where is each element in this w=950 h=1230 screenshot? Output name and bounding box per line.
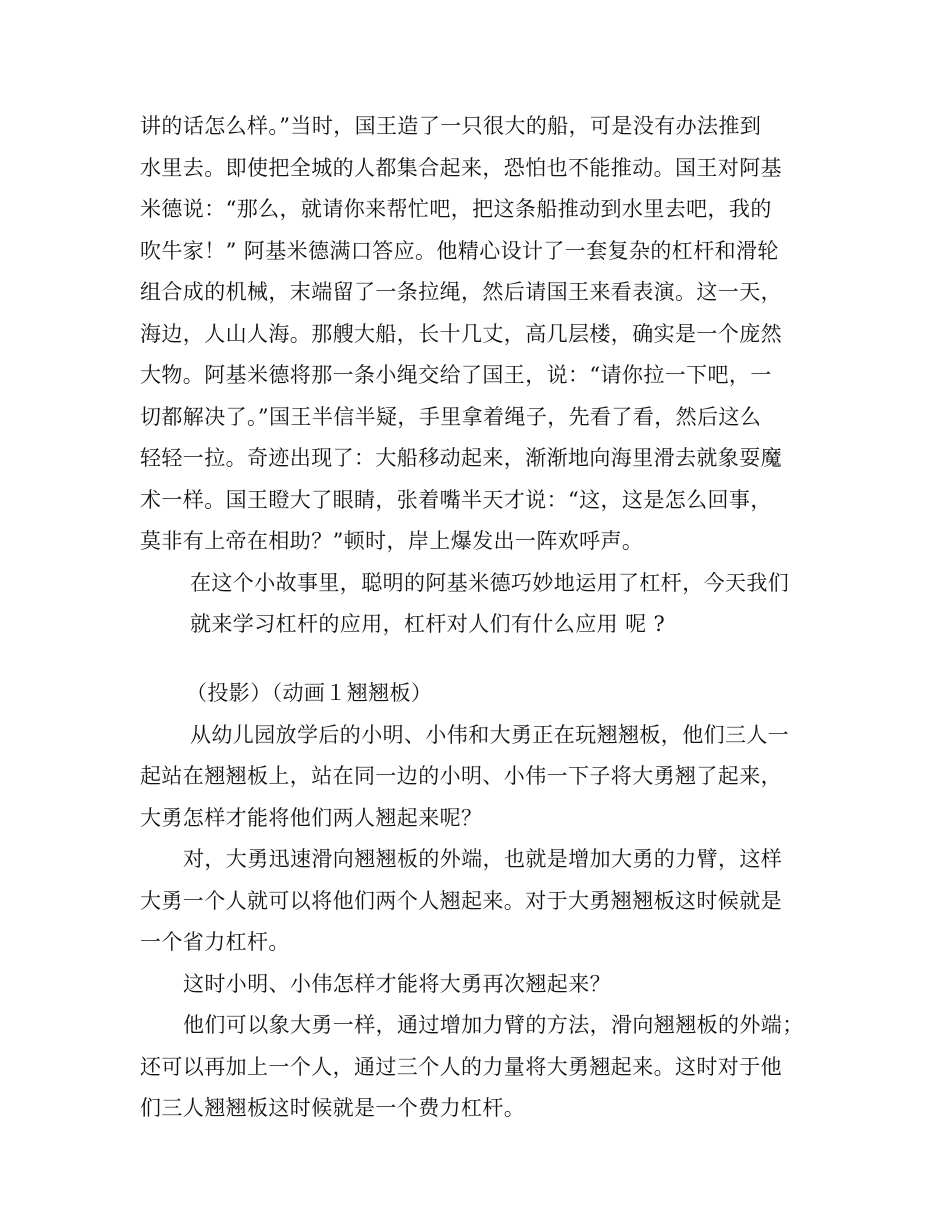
text-line: （投影）（动画１翘翘板） [186, 681, 433, 705]
text-line: 大勇怎样才能将他们两人翘起来呢？ [140, 806, 483, 830]
text-line: 轻轻一拉。奇迹出现了：大船移动起来，渐渐地向海里滑去就象耍魔 [140, 446, 782, 470]
text-line: 术一样。国王瞪大了眼睛，张着嘴半天才说：“这，这是怎么回事， [140, 488, 772, 512]
text-line: 讲的话怎么样。”当时，国王造了一只很大的船，可是没有办法推到 [140, 114, 762, 138]
text-line: 对，大勇迅速滑向翘翘板的外端，也就是增加大勇的力臂，这样 [183, 847, 783, 871]
text-line: 莫非有上帝在相助？”顿时，岸上爆发出一阵欢呼声。 [140, 529, 644, 553]
text-line: 组合成的机械，末端留了一条拉绳，然后请国王来看表演。这一天， [140, 280, 782, 304]
text-line: 们三人翘翘板这时候就是一个费力杠杆。 [140, 1096, 526, 1120]
text-line: 这时小明、小伟怎样才能将大勇再次翘起来？ [183, 972, 611, 996]
text-line: 水里去。即使把全城的人都集合起来，恐怕也不能推动。国王对阿基 [140, 156, 782, 180]
text-line: 他们可以象大勇一样，通过增加力臂的方法，滑向翘翘板的外端； [183, 1013, 804, 1037]
text-line: 大勇一个人就可以将他们两个人翘起来。对于大勇翘翘板这时候就是 [140, 889, 782, 913]
text-line: 米德说：“那么，就请你来帮忙吧，把这条船推动到水里去吧，我的 [140, 197, 772, 221]
text-line: 大物。阿基米德将那一条小绳交给了国王，说：“请你拉一下吧，一 [140, 363, 772, 387]
text-line: 海边，人山人海。那艘大船，长十几丈，高几层楼，确实是一个庞然 [140, 322, 782, 346]
text-line: 切都解决了。”国王半信半疑，手里拿着绳子，先看了看，然后这么 [140, 405, 762, 429]
text-line: 吹牛家！” 阿基米德满口答应。他精心设计了一套复杂的杠杆和滑轮 [140, 239, 779, 263]
text-line: 起站在翘翘板上，站在同一边的小明、小伟一下子将大勇翘了起来， [140, 764, 782, 788]
text-line: 一个省力杠杆。 [140, 930, 290, 954]
text-line: 就来学习杠杆的应用，杠杆对人们有什么应用 呢 ? [190, 612, 666, 636]
text-line: 在这个小故事里，聪明的阿基米德巧妙地运用了杠杆，今天我们 [190, 571, 790, 595]
text-line: 还可以再加上一个人，通过三个人的力量将大勇翘起来。这时对于他 [140, 1055, 782, 1079]
text-line: 从幼儿园放学后的小明、小伟和大勇正在玩翘翘板，他们三人一 [190, 723, 790, 747]
